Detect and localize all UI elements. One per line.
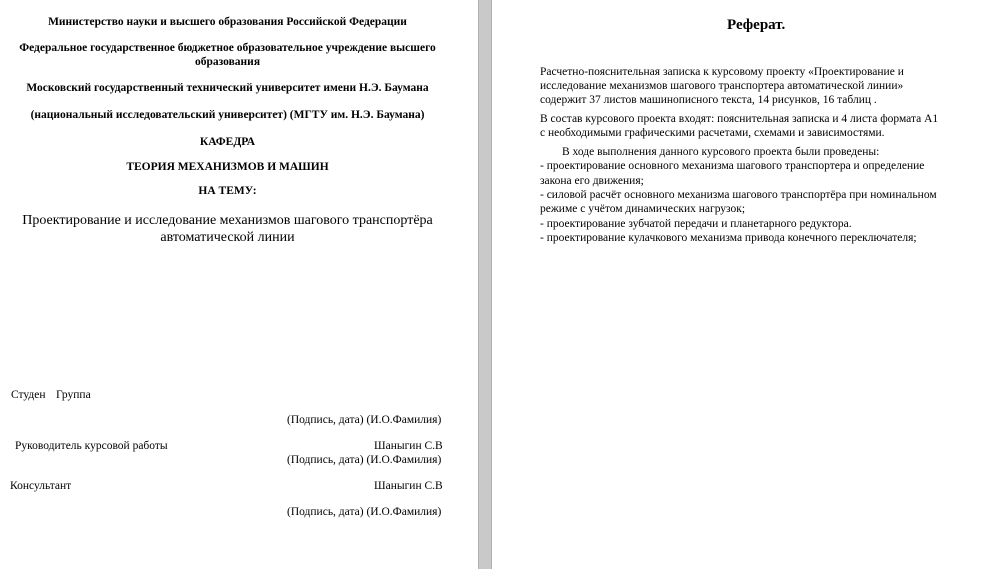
- signature-note: (Подпись, дата) (И.О.Фамилия): [287, 454, 442, 466]
- signature-note: (Подпись, дата) (И.О.Фамилия): [287, 506, 442, 518]
- abstract-heading: Реферат.: [727, 17, 786, 33]
- signature-note: (Подпись, дата) (И.О.Фамилия): [287, 414, 442, 426]
- kafedra-label: КАФЕДРА: [199, 136, 256, 148]
- para2-line: с необходимыми графическими расчетами, схемами и зависимостями.: [540, 127, 885, 139]
- university-subtitle: (национальный исследовательский университет) (МГТУ им. Н.Э. Баумана): [30, 109, 425, 121]
- ministry-line: Министерство науки и высшего образования Российской Федерации: [48, 16, 407, 28]
- list-item: режиме с учётом динамических нагрузок;: [540, 203, 746, 215]
- topic-line-1: Проектирование и исследование механизмов шагового транспортёра: [22, 213, 433, 228]
- para3-intro: В ходе выполнения данного курсового проекта были проведены:: [562, 146, 880, 158]
- university-line: Московский государственный технический университет имени Н.Э. Баумана: [26, 82, 429, 94]
- list-item: - проектирование основного механизма шагового транспортера и определение: [540, 160, 925, 172]
- consultant-label: Консультант: [10, 480, 72, 492]
- supervisor-label: Руководитель курсовой работы: [15, 440, 168, 452]
- page-gutter: [478, 0, 492, 569]
- institution-line-2: образования: [194, 56, 261, 68]
- group-label: Группа: [56, 389, 91, 401]
- kafedra-name: ТЕОРИЯ МЕХАНИЗМОВ И МАШИН: [126, 161, 329, 173]
- para1-line: содержит 37 листов машинописного текста, 14 рисунков, 16 таблиц .: [540, 94, 877, 106]
- para2-line: В состав курсового проекта входят: пояснительная записка и 4 листа формата А1: [540, 113, 939, 125]
- student-label: Студен: [11, 389, 46, 401]
- abstract-page: [492, 0, 1000, 569]
- list-item: закона его движения;: [540, 175, 644, 187]
- para1-line: Расчетно-пояснительная записка к курсовому проекту «Проектирование и: [540, 66, 904, 78]
- title-page: [0, 0, 478, 569]
- list-item: - проектирование кулачкового механизма привода конечного переключателя;: [540, 232, 917, 244]
- consultant-name: Шаныгин С.В: [374, 480, 443, 492]
- list-item: - проектирование зубчатой передачи и планетарного редуктора.: [540, 218, 852, 230]
- para1-line: исследование механизмов шагового транспортера автоматической линии»: [540, 80, 904, 92]
- list-item: - силовой расчёт основного механизма шагового транспортёра при номинальном: [540, 189, 937, 201]
- topic-label: НА ТЕМУ:: [198, 185, 257, 197]
- supervisor-name: Шаныгин С.В: [374, 440, 443, 452]
- topic-line-2: автоматической линии: [160, 230, 295, 245]
- institution-line-1: Федеральное государственное бюджетное образовательное учреждение высшего: [19, 42, 436, 54]
